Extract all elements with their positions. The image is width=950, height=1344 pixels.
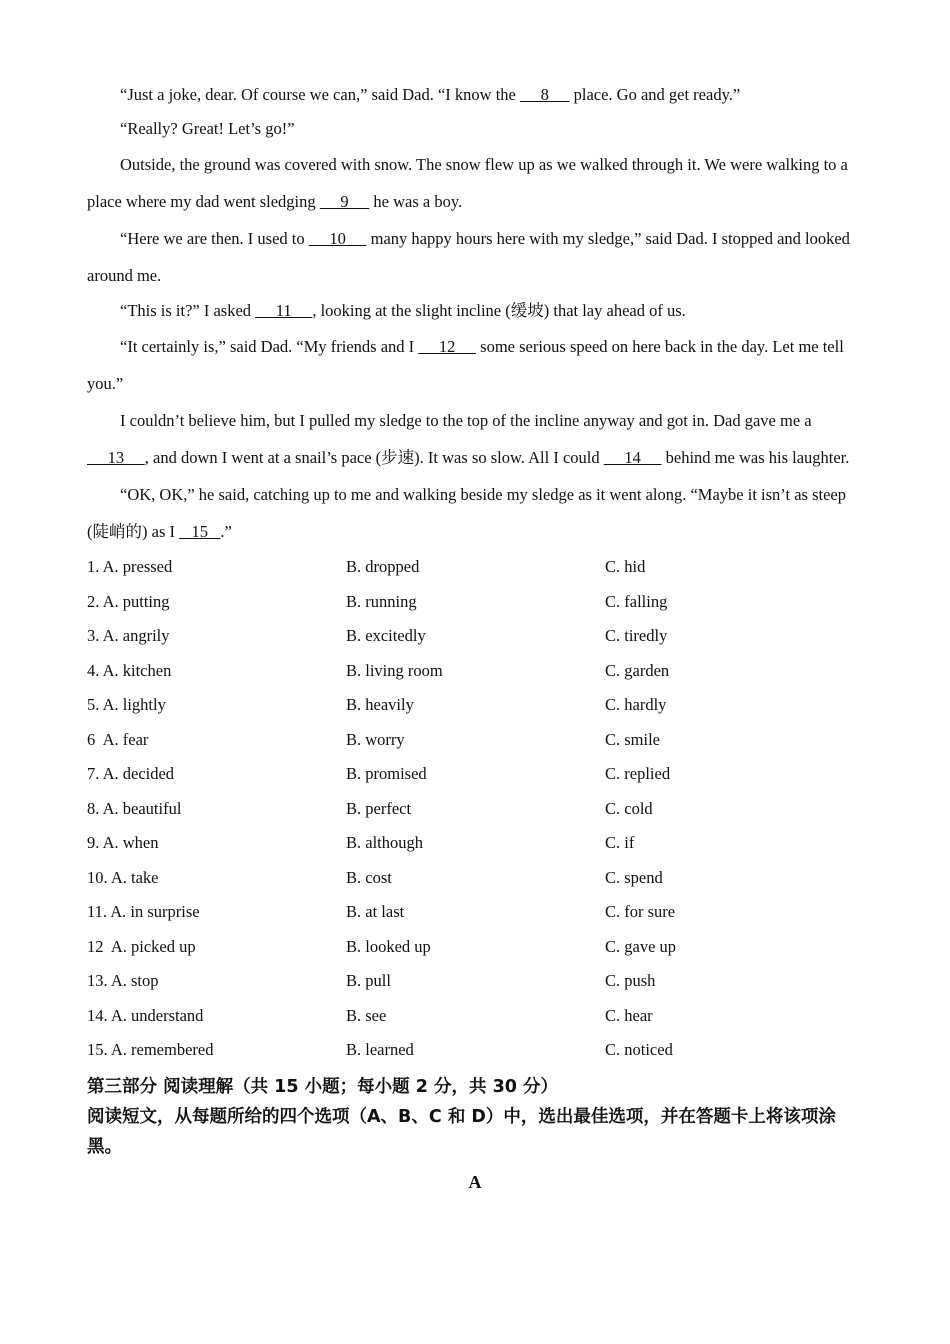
option-b: B. at last [346, 902, 405, 922]
option-a: 8. A. beautiful [87, 798, 182, 818]
option-row-15 [87, 1033, 863, 1068]
option-b: B. excitedly [346, 626, 426, 646]
section-instruction: 阅读短文，从每题所给的四个选项（A、B、C 和 D）中，选出最佳选项，并在答题卡上将该项涂黑。 [87, 1106, 836, 1157]
option-row-10 [87, 861, 863, 896]
option-a: 10. A. take [87, 867, 159, 887]
paragraph-4 [87, 220, 863, 294]
option-b: B. heavily [346, 695, 414, 715]
option-row-1 [87, 550, 863, 585]
option-c: C. smile [605, 729, 661, 749]
option-a: 3. A. angrily [87, 626, 170, 646]
text: .” [220, 522, 232, 541]
option-c: C. tiredly [605, 626, 668, 646]
blank-12: 12 [418, 337, 477, 356]
text: many happy hours here with my sledge,” said Dad. I stopped and looked around me. [87, 229, 850, 285]
option-row-11 [87, 895, 863, 930]
option-row-9 [87, 826, 863, 861]
option-b: B. running [346, 591, 417, 611]
paragraph-6 [87, 328, 863, 402]
text: Outside, the ground was covered with snow. The snow flew up as we walked through it. We were walking to a place where my dad went sledging [87, 155, 848, 211]
option-a: 15. A. remembered [87, 1040, 214, 1060]
blank-13: 13 [87, 448, 145, 467]
option-b: B. worry [346, 729, 405, 749]
option-a: 6 A. fear [87, 729, 149, 749]
blank-14: 14 [603, 448, 662, 467]
passage [87, 78, 863, 550]
text: “It certainly is,” said Dad. “My friends and I [120, 337, 419, 356]
text: he was a boy. [369, 192, 463, 211]
paragraph-7 [87, 402, 863, 476]
blank-8: 8 [519, 85, 570, 104]
option-a: 5. A. lightly [87, 695, 166, 715]
blank-10: 10 [308, 229, 367, 248]
option-row-14 [87, 999, 863, 1034]
paragraph-8 [87, 476, 863, 550]
option-row-13 [87, 964, 863, 999]
passage-letter: A [468, 1171, 482, 1192]
option-c: C. push [605, 971, 656, 991]
option-row-7 [87, 757, 863, 792]
option-c: C. if [605, 833, 635, 853]
option-row-12 [87, 930, 863, 965]
option-b: B. learned [346, 1040, 414, 1060]
text: place. Go and get ready.” [569, 85, 741, 104]
option-row-3 [87, 619, 863, 654]
option-a: 4. A. kitchen [87, 660, 172, 680]
option-a: 1. A. pressed [87, 557, 173, 577]
option-b: B. see [346, 1005, 387, 1025]
option-c: C. falling [605, 591, 668, 611]
text: some serious speed on here back in the day. Let me tell you.” [87, 337, 844, 393]
option-c: C. hear [605, 1005, 653, 1025]
text: , and down I went at a snail’s pace (步速). It was so slow. All I could [144, 448, 604, 467]
option-row-5 [87, 688, 863, 723]
option-a: 14. A. understand [87, 1005, 204, 1025]
option-b: B. promised [346, 764, 427, 784]
option-a: 12 A. picked up [87, 936, 196, 956]
option-b: B. living room [346, 660, 443, 680]
option-row-2 [87, 585, 863, 620]
option-b: B. dropped [346, 557, 420, 577]
option-c: C. noticed [605, 1040, 673, 1060]
paragraph-3 [87, 146, 863, 220]
option-b: B. perfect [346, 798, 412, 818]
blank-11: 11 [255, 301, 313, 320]
option-c: C. replied [605, 764, 671, 784]
option-c: C. for sure [605, 902, 676, 922]
paragraph-5 [87, 294, 863, 328]
blank-9: 9 [319, 192, 370, 211]
text: “This is it?” I asked [120, 301, 256, 320]
option-a: 9. A. when [87, 833, 159, 853]
option-c: C. gave up [605, 936, 677, 956]
text: “Just a joke, dear. Of course we can,” said Dad. “I know the [120, 85, 520, 104]
option-a: 11. A. in surprise [87, 902, 200, 922]
text: , looking at the slight incline (缓坡) that lay ahead of us. [312, 301, 686, 320]
option-b: B. although [346, 833, 423, 853]
option-row-8 [87, 792, 863, 827]
option-c: C. spend [605, 867, 663, 887]
option-c: C. cold [605, 798, 653, 818]
section-heading: 第三部分 阅读理解（共 15 小题；每小题 2 分，共 30 分） [87, 1076, 559, 1097]
text: “Here we are then. I used to [120, 229, 309, 248]
option-row-6 [87, 723, 863, 758]
exam-page [87, 78, 863, 1193]
text: I couldn’t believe him, but I pulled my sledge to the top of the incline anyway and got in. Dad gave me a [120, 411, 812, 430]
answer-options [87, 550, 863, 1068]
paragraph-1 [87, 78, 863, 112]
option-a: 13. A. stop [87, 971, 159, 991]
option-c: C. hardly [605, 695, 667, 715]
option-b: B. pull [346, 971, 391, 991]
option-c: C. garden [605, 660, 670, 680]
option-b: B. cost [346, 867, 392, 887]
option-c: C. hid [605, 557, 646, 577]
option-row-4 [87, 654, 863, 689]
option-a: 7. A. decided [87, 764, 175, 784]
text: “Really? Great! Let’s go!” [120, 119, 295, 138]
text: behind me was his laughter. [661, 448, 850, 467]
text: “OK, OK,” he said, catching up to me and walking beside my sledge as it went along. “Maybe it isn’t as steep (陡峭的) as I [87, 485, 846, 541]
option-a: 2. A. putting [87, 591, 170, 611]
paragraph-2 [87, 112, 863, 146]
blank-15: 15 [179, 522, 221, 541]
option-b: B. looked up [346, 936, 431, 956]
